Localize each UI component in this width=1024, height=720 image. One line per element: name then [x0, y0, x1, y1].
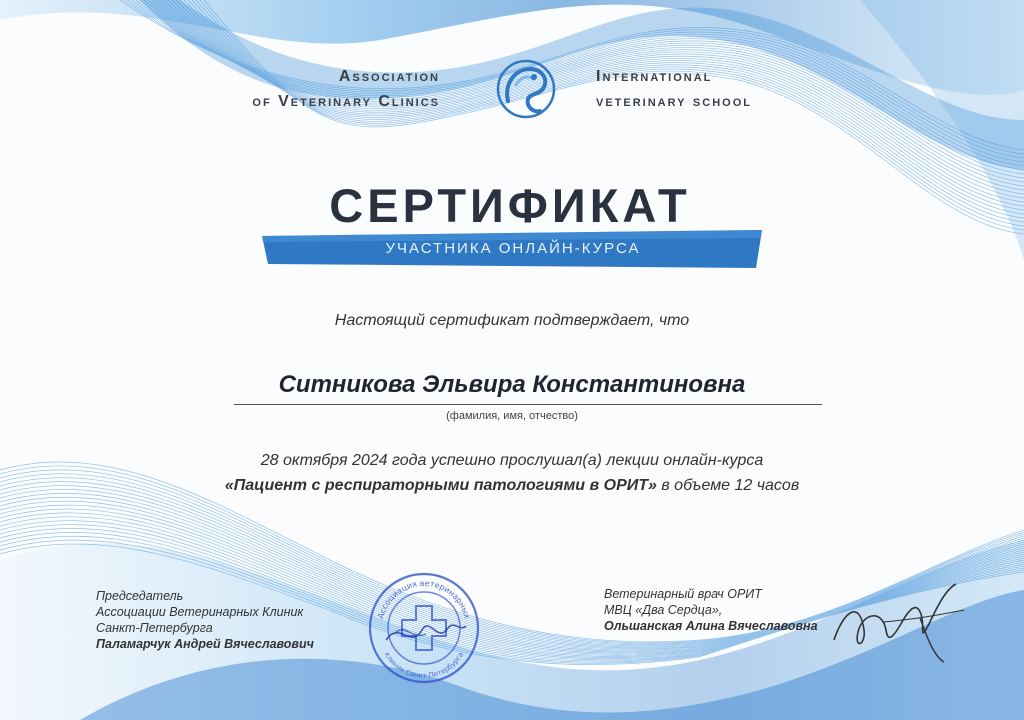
name-underline	[234, 404, 822, 405]
certificate-subtitle: УЧАСТНИКА ОНЛАЙН-КУРСА	[385, 240, 641, 257]
recipient-name-hint: (фамилия, имя, отчество)	[446, 410, 578, 422]
recipient-name: Ситникова Эльвира Константиновна	[278, 371, 746, 398]
signatory-right-name: Ольшанская Алина Вячеславовна	[604, 619, 818, 633]
course-hours: в объеме 12 часов	[656, 477, 800, 494]
signatory-left-position: Председатель	[96, 589, 184, 603]
signatory-left-org: Ассоциации Ветеринарных Клиник	[96, 605, 304, 619]
org-right-line2: veterinary school	[596, 93, 752, 110]
org-left-line2: of Veterinary Clinics	[252, 93, 440, 110]
svg-text:клиник Санкт-Петербурга	[383, 651, 465, 680]
course-line: 28 октября 2024 года успешно прослушал(а) лекции онлайн-курса	[260, 452, 764, 469]
org-left-line1: Association	[338, 68, 440, 85]
course-title: «Пациент с респираторными патологиями в ОРИТ»	[224, 477, 657, 494]
signatory-right-position: Ветеринарный врач ОРИТ	[604, 587, 762, 601]
signatory-right-org: МВЦ «Два Сердца»,	[604, 603, 723, 617]
stamp-text-bottom: клиник Санкт-Петербурга	[382, 650, 466, 681]
stamp-icon	[366, 570, 482, 686]
org-association-name	[150, 64, 440, 114]
stamp-text-top: Ассоциация ветеринарных	[376, 578, 472, 620]
confirm-text: Настоящий сертификат подтверждает, что	[334, 312, 690, 329]
signatory-left	[96, 588, 376, 652]
signatory-left-city: Санкт-Петербурга	[96, 621, 213, 635]
signature-icon	[824, 570, 974, 670]
certificate-title: СЕРТИФИКАТ	[329, 179, 691, 232]
org-right-line1: International	[596, 68, 713, 85]
signatory-left-name: Паламарчук Андрей Вячеславович	[96, 637, 314, 651]
org-school-name	[596, 64, 856, 114]
course-title-line	[150, 477, 874, 495]
association-logo-icon	[494, 55, 558, 125]
